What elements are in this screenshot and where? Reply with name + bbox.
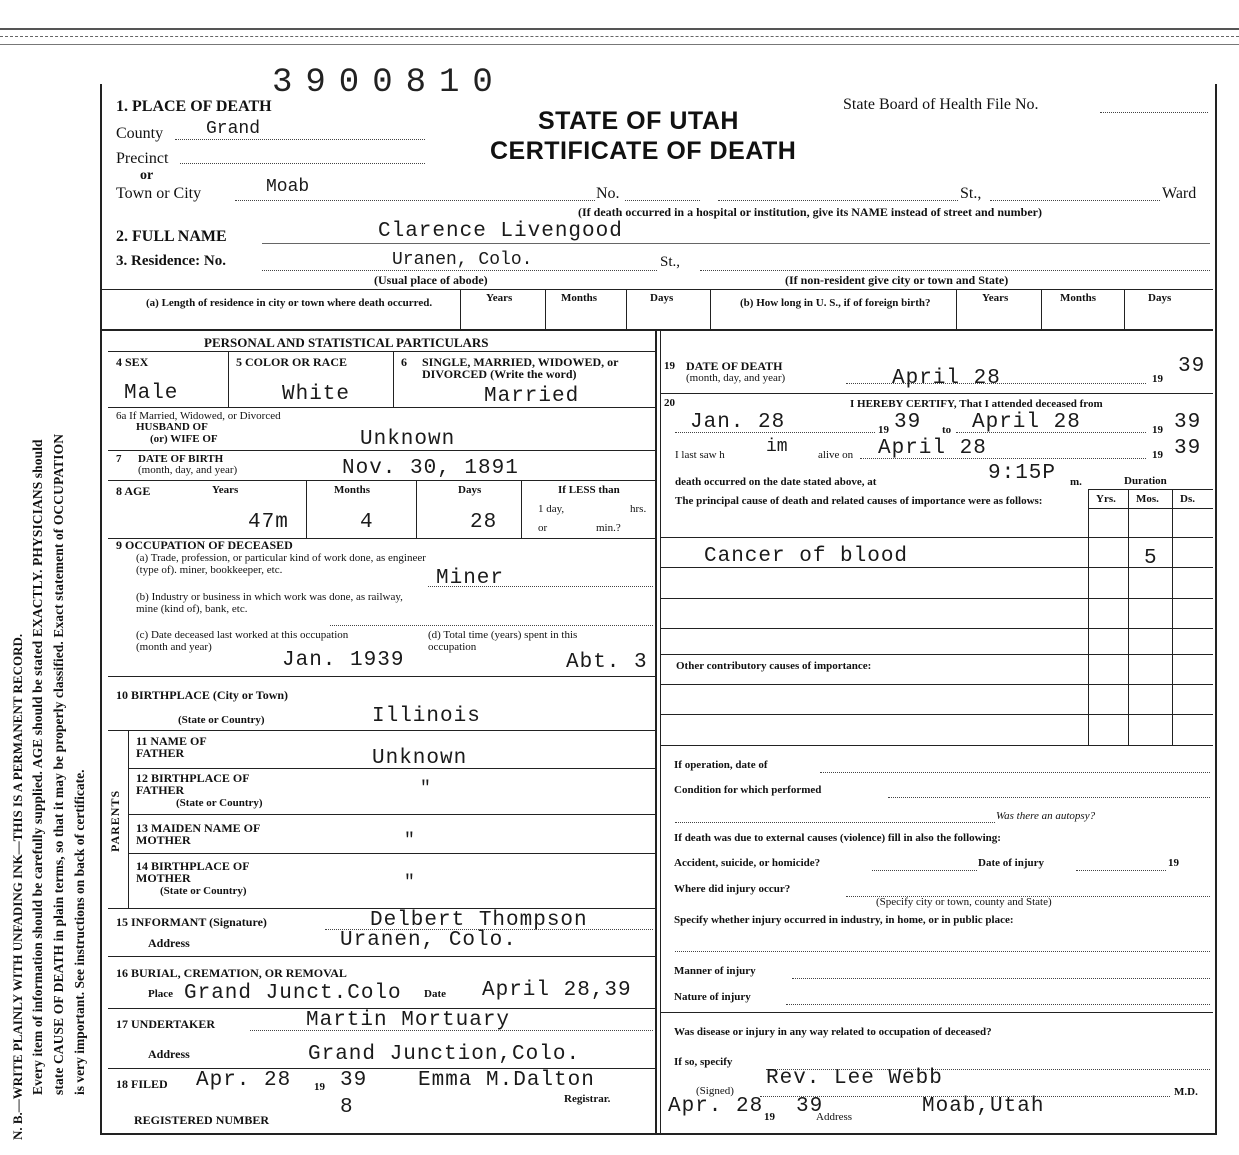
signed-label: (Signed)	[696, 1085, 734, 1097]
length-of-residence-label: (a) Length of residence in city or town where death occurred.	[146, 297, 433, 309]
full-name-label: 2. FULL NAME	[116, 228, 227, 245]
occurred-label: death occurred on the date stated above, at	[675, 476, 877, 488]
undertaker-value: Martin Mortuary	[306, 1009, 511, 1032]
death-date-sub: (month, day, and year)	[686, 372, 786, 384]
spouse-value: Unknown	[360, 428, 456, 451]
informant-label: 15 INFORMANT (Signature)	[116, 915, 267, 929]
undertaker-label: 17 UNDERTAKER	[116, 1017, 216, 1031]
signed-date: Apr. 28	[668, 1095, 764, 1118]
duration-label: Duration	[1124, 475, 1167, 487]
burial-date: April 28,39	[482, 979, 632, 1002]
cause-label: The principal cause of death and related causes of importance were as follows:	[675, 495, 1043, 507]
mos-label: Mos.	[1136, 493, 1159, 505]
cause-duration-months: 5	[1144, 547, 1158, 570]
residence-value: Uranen, Colo.	[392, 250, 533, 270]
res-years-label: Years	[486, 292, 513, 304]
m-label: m.	[1070, 476, 1082, 488]
occupation-heading: 9 OCCUPATION OF DECEASED	[116, 538, 293, 552]
father-birth-value: "	[420, 779, 431, 799]
marital-label-num: 6	[401, 355, 407, 369]
county-value: Grand	[206, 119, 261, 139]
father-name-value: Unknown	[372, 747, 468, 770]
color-value: White	[282, 383, 351, 406]
cause-value: Cancer of blood	[704, 545, 909, 568]
external-label: If death was due to external causes (violence) fill in also the following:	[674, 832, 1001, 844]
margin-note-line1: N. B.—WRITE PLAINLY WITH UNFADING INK—THIS IS A PERMANENT RECORD.	[10, 633, 25, 1140]
birthplace-label: 10 BIRTHPLACE (City or Town)	[116, 688, 289, 702]
filed-year-prefix: 19	[314, 1081, 325, 1093]
filed-date: Apr. 28	[196, 1069, 292, 1092]
dob-label: DATE OF BIRTH	[138, 453, 224, 465]
burial-place: Grand Junct.Colo	[184, 982, 402, 1005]
attended-from-year-prefix: 19	[878, 424, 889, 436]
town-value: Moab	[266, 177, 310, 197]
death-date-label-num: 19	[664, 360, 675, 372]
state-title: STATE OF UTAH	[538, 107, 739, 135]
sex-value: Male	[124, 382, 179, 405]
mother-birth-label: 14 BIRTHPLACE OF MOTHER	[136, 859, 250, 885]
age-months-value: 4	[360, 511, 374, 534]
town-label: Town or City	[116, 185, 202, 202]
injury-year-label: 19	[1168, 857, 1179, 869]
attended-from-year: 39	[894, 411, 922, 434]
residence-label: 3. Residence: No.	[116, 253, 226, 269]
attended-from: Jan. 28	[690, 411, 786, 434]
burial-label: 16 BURIAL, CREMATION, OR REMOVAL	[116, 966, 347, 980]
injury-date-label: Date of injury	[978, 857, 1044, 869]
registrar-name: Emma M.Dalton	[418, 1069, 595, 1092]
if-so-label: If so, specify	[674, 1056, 733, 1068]
marital-label: SINGLE, MARRIED, WIDOWED, or DIVORCED (Write the word)	[422, 355, 619, 381]
marital-value: Married	[484, 385, 580, 408]
to-label: to	[942, 424, 952, 436]
md-label: M.D.	[1174, 1086, 1198, 1098]
last-alive-year: 39	[1174, 437, 1202, 460]
yrs-label: Yrs.	[1096, 493, 1116, 505]
occupation-value: Miner	[436, 567, 505, 590]
mother-birth-sub: (State or Country)	[160, 885, 247, 897]
registered-number-label: REGISTERED NUMBER	[134, 1113, 270, 1127]
age-months-label: Months	[334, 484, 371, 496]
margin-note-line3: state CAUSE OF DEATH in plain terms, so that it may be properly classified. Exact statement of OCCUPATION	[51, 433, 66, 1095]
signer-name: Rev. Lee Webb	[766, 1067, 943, 1090]
signer-address-label: Address	[816, 1111, 853, 1123]
county-label: County	[116, 125, 164, 142]
registrar-label: Registrar.	[564, 1093, 611, 1105]
file-number-stamp: 3900810	[272, 64, 506, 102]
spouse-label-b: HUSBAND OF	[136, 421, 208, 433]
father-birth-label: 12 BIRTHPLACE OF FATHER	[136, 771, 250, 797]
total-time-value: Abt. 3	[566, 651, 648, 674]
operation-label: If operation, date of	[674, 759, 768, 771]
nonresident-note: (If non-resident give city or town and State)	[785, 273, 1009, 287]
informant-value: Delbert Thompson	[370, 909, 588, 932]
spouse-label-c: (or) WIFE OF	[150, 433, 218, 445]
last-alive-value: April 28	[878, 437, 987, 460]
board-file-label: State Board of Health File No.	[843, 96, 1039, 113]
age-days-label: Days	[458, 484, 482, 496]
death-year-value: 39	[1178, 355, 1206, 378]
how-long-in-us-label: (b) How long in U. S., if of foreign birth?	[740, 297, 931, 309]
autopsy-label: Was there an autopsy?	[996, 810, 1096, 822]
spouse-label-a: 6a If Married, Widowed, or Divorced	[116, 410, 281, 422]
min-label: min.?	[596, 522, 621, 534]
dob-value: Nov. 30, 1891	[342, 457, 519, 480]
signed-year-prefix: 19	[764, 1111, 775, 1123]
age-days-value: 28	[470, 511, 498, 534]
occupation-d-label: (d) Total time (years) spent in this occupation	[428, 629, 578, 653]
place-of-death-heading: 1. PLACE OF DEATH	[116, 98, 272, 115]
attended-to-year-prefix: 19	[1152, 424, 1163, 436]
occupation-related-label: Was disease or injury in any way related to occupation of deceased?	[674, 1026, 992, 1038]
mother-name-value: "	[404, 831, 415, 851]
burial-date-label: Date	[424, 988, 446, 1000]
abode-note: (Usual place of abode)	[374, 273, 488, 287]
full-name-value: Clarence Livengood	[378, 220, 623, 243]
birthplace-value: Illinois	[372, 705, 481, 728]
us-years-label: Years	[982, 292, 1009, 304]
us-months-label: Months	[1060, 292, 1097, 304]
street-no-label: No.	[596, 185, 620, 202]
informant-address: Uranen, Colo.	[340, 929, 517, 952]
father-birth-sub: (State or Country)	[176, 797, 263, 809]
or-min-label: or	[538, 522, 548, 534]
last-saw-label: I last saw h	[675, 449, 725, 461]
res-days-label: Days	[650, 292, 674, 304]
last-worked-value: Jan. 1939	[282, 649, 405, 672]
undertaker-address: Grand Junction,Colo.	[308, 1043, 581, 1066]
where-label: Where did injury occur?	[674, 883, 791, 895]
time-value: 9:15P	[988, 462, 1057, 485]
undertaker-address-label: Address	[148, 1047, 190, 1061]
ward-label: Ward	[1162, 185, 1197, 202]
margin-note-line2: Every item of information should be carefully supplied. AGE should be stated EXACTLY. PHYSICIANS should	[30, 439, 45, 1095]
residence-st-label: St.,	[660, 254, 681, 270]
cert-text: I HEREBY CERTIFY, That I attended deceased from	[850, 398, 1103, 410]
death-date-label: DATE OF DEATH	[686, 359, 783, 373]
last-alive-year-prefix: 19	[1152, 449, 1163, 461]
filed-year: 39	[340, 1069, 368, 1092]
birthplace-state-label: (State or Country)	[178, 714, 265, 726]
condition-label: Condition for which performed	[674, 784, 822, 796]
nature-label: Nature of injury	[674, 991, 751, 1003]
death-year-prefix: 19	[1152, 373, 1163, 385]
hrs-label: hrs.	[630, 503, 647, 515]
dob-sub: (month, day, and year)	[138, 464, 238, 476]
res-months-label: Months	[561, 292, 598, 304]
mother-name-label: 13 MAIDEN NAME OF MOTHER	[136, 821, 260, 847]
father-name-label: 11 NAME OF FATHER	[136, 734, 207, 760]
street-label: St.,	[960, 185, 982, 202]
signed-year: 39	[796, 1095, 824, 1118]
occupation-c-label: (c) Date deceased last worked at this occupation (month and year)	[136, 629, 349, 653]
sex-label: 4 SEX	[116, 355, 149, 369]
age-label: 8 AGE	[116, 484, 151, 498]
ds-label: Ds.	[1180, 493, 1195, 505]
dob-label-num: 7	[116, 453, 122, 465]
alive-label: alive on	[818, 449, 854, 461]
age-years-label: Years	[212, 484, 239, 496]
death-date-value: April 28	[892, 367, 1001, 390]
occupation-b-label: (b) Industry or business in which work was done, as railway, mine (kind of), bank, etc.	[136, 591, 403, 615]
burial-place-label: Place	[148, 988, 174, 1000]
attended-to: April 28	[972, 411, 1081, 434]
manner-label: Manner of injury	[674, 965, 756, 977]
filed-label: 18 FILED	[116, 1077, 168, 1091]
registered-number: 8	[340, 1096, 354, 1119]
where-note: (Specify city or town, county and State)	[876, 896, 1052, 908]
mother-birth-value: "	[404, 873, 415, 893]
age-years-value: 47m	[248, 511, 289, 534]
color-label: 5 COLOR OR RACE	[236, 355, 348, 369]
occupation-a-label: (a) Trade, profession, or particular kind of work done, as engineer (type of). miner, bookkeeper, etc.	[136, 552, 426, 576]
cert-label-num: 20	[664, 397, 675, 409]
other-causes-label: Other contributory causes of importance:	[676, 660, 872, 672]
us-days-label: Days	[1148, 292, 1172, 304]
attended-to-year: 39	[1174, 411, 1202, 434]
accident-label: Accident, suicide, or homicide?	[674, 857, 821, 869]
informant-address-label: Address	[148, 936, 190, 950]
last-saw-value: im	[766, 437, 788, 457]
margin-note-line4: is very important. See instructions on back of certificate.	[72, 769, 87, 1095]
personal-section-heading: PERSONAL AND STATISTICAL PARTICULARS	[204, 335, 489, 350]
parents-label: PARENTS	[108, 789, 122, 852]
one-day-label: 1 day,	[538, 503, 565, 515]
institution-note: (If death occurred in a hospital or institution, give its NAME instead of street and number)	[578, 205, 1043, 219]
or-label: or	[140, 168, 154, 183]
if-less-label: If LESS than	[558, 484, 620, 496]
precinct-label: Precinct	[116, 150, 169, 167]
signer-address: Moab,Utah	[922, 1095, 1045, 1118]
certificate-title: CERTIFICATE OF DEATH	[490, 137, 797, 165]
industry-label: Specify whether injury occurred in industry, in home, or in public place:	[674, 914, 1014, 926]
